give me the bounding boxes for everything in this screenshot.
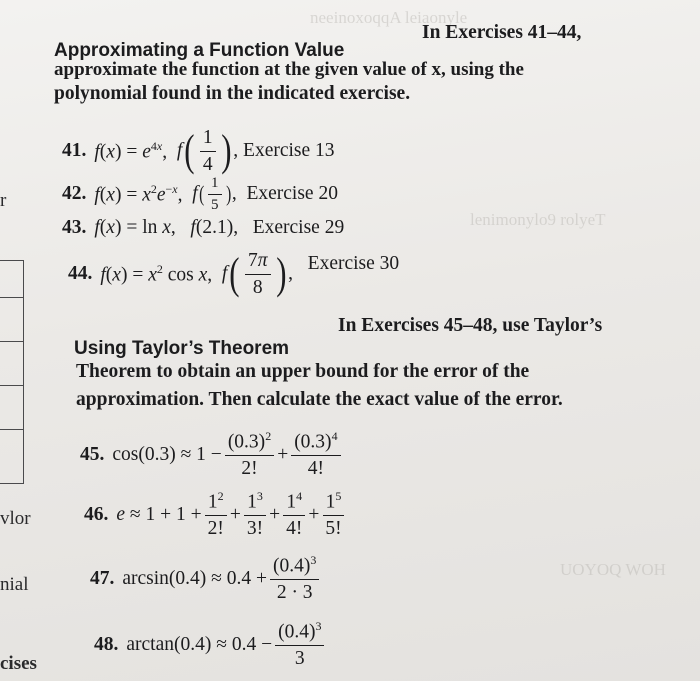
bleed-through: lenimonylo9 rolyeT	[470, 210, 606, 229]
exercise-47: 47. arcsin(0.4) ≈ 0.4 + $\frac{(0.4)^3}{2 \cdot 3}$	[90, 548, 322, 610]
exercise-45: 45. cos(0.3) ≈ 1 − $\frac{(0.3)^2}{2!}$ + $\frac{(0.3)^4}{4!}$	[80, 424, 344, 486]
exercise-42: 42. $f(x) = x^2e^{-x}$, f ( $\frac{1}{5}$ ) , Exercise 20	[62, 175, 338, 213]
exercise-43-ref: Exercise 29	[252, 217, 345, 238]
section-title-taylor: Using Taylor’s Theorem	[74, 338, 290, 359]
bleed-through: UOYOQ WOH	[560, 560, 666, 579]
exercise-46: 46. e ≈ 1 + 1 + $\frac{1^2}{2!}$ + $\frac{1^3}{3!}$ + $\frac{1^4}{4!}$ + $\frac{1^5}{5!}$	[84, 484, 348, 546]
margin-fragment-r: r	[0, 190, 7, 211]
bleed-through: neeinoxoqqA leiaonyle	[310, 8, 468, 27]
section-title-approximating: Approximating a Function Value	[54, 40, 345, 61]
section2-line2: Theorem to obtain an upper bound for the error of the	[76, 361, 530, 382]
margin-fragment-nial: nial	[0, 574, 29, 595]
section1-intro: In Exercises 41–44,	[422, 22, 582, 43]
section1-line2: approximate the function at the given value of x, using the	[54, 59, 524, 80]
exercise-43: 43. f(x) = ln x, f(2.1), Exercise 29	[62, 217, 345, 238]
section2-line3: approximation. Then calculate the exact value of the error.	[76, 389, 563, 410]
section2-intro: In Exercises 45–48, use Taylor’s	[338, 315, 603, 336]
section1-line3: polynomial found in the indicated exercise.	[54, 83, 411, 104]
exercise-48: 48. arctan(0.4) ≈ 0.4 − $\frac{(0.4)^3}{3}$	[94, 614, 327, 676]
exercise-41-ref: Exercise 13	[243, 140, 335, 161]
exercise-44-ref: Exercise 30	[307, 253, 400, 274]
exercise-41: 41. $f(x) = e^{4x}$, f ( $\frac{1}{4}$ ) , Exercise 13	[62, 126, 335, 175]
margin-table-fragment	[0, 260, 24, 484]
exercise-42-ref: Exercise 20	[246, 183, 338, 204]
margin-fragment-cises: cises	[0, 653, 37, 674]
exercise-44: 44. $f(x) = x^2$ cos x, f ( $\frac{7\pi}{8}$ ) , Exercise 30	[68, 249, 400, 298]
margin-fragment-vlor: vlor	[0, 508, 31, 529]
